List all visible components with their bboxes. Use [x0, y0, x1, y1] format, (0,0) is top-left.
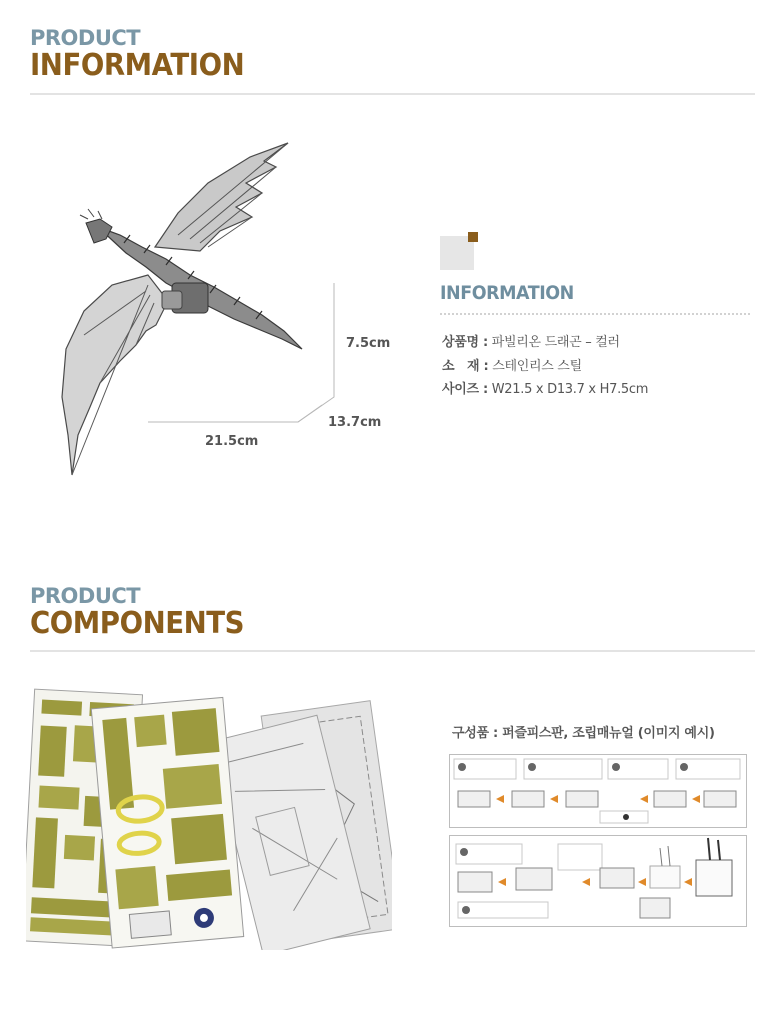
section-divider [30, 650, 755, 652]
dragon-product-image [50, 135, 395, 485]
info-heading: INFORMATION [440, 282, 574, 304]
spec-product-name [442, 331, 620, 350]
dimension-depth: 13.7cm [328, 415, 382, 430]
assembly-manual-page-1 [449, 754, 747, 828]
manual-diagram [450, 836, 746, 926]
section-title: COMPONENTS [30, 606, 245, 641]
section-eyebrow: PRODUCT [30, 584, 141, 608]
section-divider [30, 93, 755, 95]
components-caption: 구성품 : 퍼즐피스판, 조립매뉴얼 (이미지 예시) [452, 726, 715, 741]
section-title: INFORMATION [30, 48, 245, 83]
spec-label: 상품명 : [442, 335, 488, 350]
spec-value: W21.5 x D13.7 x H7.5cm [491, 382, 649, 397]
spec-label: 소 재 : [442, 359, 489, 374]
assembly-manual-page-2 [449, 835, 747, 927]
manual-diagram [450, 755, 746, 827]
spec-label: 사이즈 : [442, 382, 488, 397]
spec-value: 파빌리온 드래곤 – 컬러 [491, 335, 620, 350]
puzzle-sheets-illustration [26, 688, 392, 950]
info-square-icon [440, 232, 480, 272]
dragon-illustration [50, 135, 395, 485]
puzzle-sheets-image [26, 688, 392, 950]
dimension-width: 21.5cm [205, 434, 259, 449]
section-header-information [30, 26, 263, 82]
section-eyebrow: PRODUCT [30, 26, 141, 50]
spec-value: 스테인리스 스틸 [492, 359, 582, 374]
spec-material [442, 355, 582, 374]
dimension-height: 7.5cm [346, 336, 391, 351]
spec-size [442, 378, 648, 397]
info-dotted-divider [440, 313, 750, 315]
section-header-components [30, 584, 263, 640]
